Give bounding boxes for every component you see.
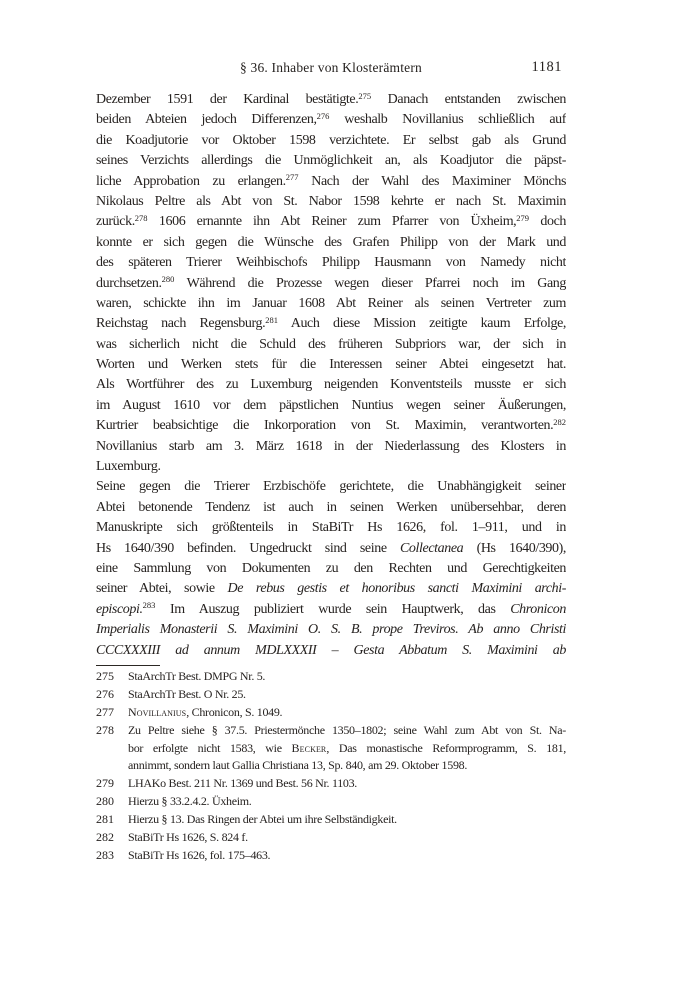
footnote-ref: 280 bbox=[161, 274, 175, 285]
footnote-number: 277 bbox=[96, 704, 114, 719]
text-run: beiden Abteien jedoch Differenzen, bbox=[96, 112, 317, 128]
footnote-continuation bbox=[96, 740, 566, 758]
text-line bbox=[96, 600, 566, 620]
text-run: was sicherlich nicht die Schuld des früheren Subpriors war, der sich in bbox=[96, 336, 566, 352]
text-run: bor erfolgte nicht 1583, wie bbox=[128, 740, 292, 755]
footnote-item bbox=[96, 847, 566, 865]
text-line bbox=[96, 437, 566, 457]
text-run: Hierzu § 13. Das Ringen der Abtei um ihre Selbständigkeit. bbox=[128, 812, 397, 827]
text-run: Hierzu § 33.2.4.2. Üxheim. bbox=[128, 794, 252, 809]
footnote-ref: 275 bbox=[358, 90, 372, 101]
text-line bbox=[96, 110, 566, 130]
text-run: die Koadjutorie vor Oktober 1598 verzichtete. Er selbst gab als Grund bbox=[96, 132, 566, 148]
text-run: konnte er sich gegen die Wünsche des Grafen Philipp von der Mark und bbox=[96, 234, 566, 250]
text-run: waren, schickte ihn im Januar 1608 Abt Reiner als seinen Vertreter zum bbox=[96, 295, 566, 311]
text-run: StaArchTr Best. DMPG Nr. 5. bbox=[128, 669, 266, 683]
text-run: annimmt, sondern laut Gallia Christiana 13, Sp. 840, am 29. Oktober 1598. bbox=[128, 758, 468, 773]
text-line bbox=[96, 498, 566, 518]
text-run: Seine gegen die Trierer Erzbischöfe gerichtete, die Unabhängigkeit seiner bbox=[96, 479, 566, 495]
text-line bbox=[96, 641, 566, 661]
footnote-ref: 283 bbox=[142, 600, 156, 611]
text-run: 1606 ernannte ihn Abt Reiner zum Pfarrer von Üxheim, bbox=[147, 214, 517, 230]
text-line bbox=[96, 559, 566, 579]
footnotes bbox=[96, 668, 566, 865]
text-run: weshalb Novillanius schließlich auf bbox=[329, 112, 566, 128]
footnote-ref: 277 bbox=[285, 172, 299, 183]
footnote-item bbox=[96, 829, 566, 847]
text-line bbox=[96, 294, 566, 314]
page-number: 1181 bbox=[531, 59, 562, 75]
text-run: seines Verzichts allerdings die Unmöglichkeit an, als Koadjutor die päpst- bbox=[96, 153, 566, 169]
text-run: durchsetzen. bbox=[96, 275, 162, 291]
text-run: , Das monastische Reformprogramm, S. 181, bbox=[326, 740, 566, 755]
footnote-item bbox=[96, 686, 566, 704]
text-run: Dezember 1591 der Kardinal bestätigte. bbox=[96, 92, 359, 107]
text-line bbox=[96, 233, 566, 253]
text-run: Reichstag nach Regensburg. bbox=[96, 316, 266, 332]
section-heading: § 36. Inhaber von Klosterämtern bbox=[239, 60, 423, 75]
text-run: Im Auszug publiziert wurde sein Hauptwerk, das bbox=[155, 601, 511, 617]
text-line bbox=[96, 457, 566, 477]
footnote-ref: 282 bbox=[553, 416, 566, 427]
text-run: Zu Peltre siehe § 37.5. Priestermönche 1350–1802; seine Wahl zum Abt von St. Na- bbox=[128, 722, 566, 737]
text-run: Hs 1640/390 befinden. Ungedruckt sind seine bbox=[96, 540, 400, 556]
footnote-item bbox=[96, 722, 566, 740]
text-run: des späteren Trierer Weihbischofs Philipp Hausmann von Namedy nicht bbox=[96, 255, 566, 271]
text-run: De rebus gestis et honoribus sancti Maximini archi- bbox=[227, 581, 566, 597]
text-run: eine Sammlung von Dokumenten zu den Rechten und Gerechtigkeiten bbox=[96, 560, 566, 576]
text-run: im August 1610 vor dem päpstlichen Nuntius wegen seiner Äußerungen, bbox=[96, 397, 566, 413]
footnote-continuation bbox=[96, 757, 566, 775]
text-run: StaArchTr Best. O Nr. 25. bbox=[128, 686, 246, 701]
text-run: CCCXXXIII ad annum MDLXXXII – Gesta Abbatum S. Maximini ab bbox=[96, 642, 566, 658]
text-line bbox=[96, 151, 566, 171]
text-run: LHAKo Best. 211 Nr. 1369 und Best. 56 Nr. 1103. bbox=[128, 776, 358, 791]
footnote-ref: 276 bbox=[316, 110, 330, 121]
text-line bbox=[96, 212, 566, 232]
text-run: Chronicon bbox=[510, 601, 566, 617]
footnote-number: 283 bbox=[96, 847, 114, 862]
text-run: liche Approbation zu erlangen. bbox=[96, 173, 286, 189]
text-line bbox=[96, 518, 566, 538]
text-line bbox=[96, 192, 566, 212]
footnote-ref: 281 bbox=[265, 314, 278, 325]
footnote-ref: 279 bbox=[516, 212, 530, 223]
text-line bbox=[96, 620, 566, 640]
text-line bbox=[96, 335, 566, 355]
text-run: seiner Abtei, sowie bbox=[96, 581, 228, 597]
text-run: zurück. bbox=[96, 214, 135, 230]
text-run: Becker bbox=[291, 740, 327, 755]
footnote-ref: 278 bbox=[134, 212, 148, 223]
text-line bbox=[96, 579, 566, 599]
text-run: Manuskripte sich größtenteils in StaBiTr Hs 1626, fol. 1–911, und in bbox=[96, 520, 566, 536]
footnote-item bbox=[96, 704, 566, 722]
text-run: (Hs 1640/390), bbox=[463, 540, 566, 556]
text-run: Während die Prozesse wegen dieser Pfarrei noch im Gang bbox=[174, 275, 566, 291]
text-line bbox=[96, 396, 566, 416]
text-run: Novillanius bbox=[128, 704, 187, 719]
text-line bbox=[96, 314, 566, 334]
footnote-number: 280 bbox=[96, 794, 114, 809]
footnote-item bbox=[96, 775, 566, 793]
text-line bbox=[96, 355, 566, 375]
text-line bbox=[96, 172, 566, 192]
footnote-number: 279 bbox=[96, 776, 114, 791]
footnote-item bbox=[96, 793, 566, 811]
footnote-number: 276 bbox=[96, 686, 114, 701]
text-run: Auch diese Mission zeitigte kaum Erfolge, bbox=[277, 316, 566, 332]
text-line bbox=[96, 274, 566, 294]
footnote-item bbox=[96, 668, 566, 686]
footnote-number: 281 bbox=[96, 812, 114, 827]
text-line bbox=[96, 539, 566, 559]
footnote-number: 282 bbox=[96, 830, 114, 845]
text-run: Collectanea bbox=[399, 540, 464, 556]
text-line bbox=[96, 90, 566, 110]
text-run: Worten und Werken stets für die Interessen seiner Abtei eingesetzt hat. bbox=[96, 357, 566, 373]
text-run: Luxemburg. bbox=[96, 459, 161, 475]
text-line bbox=[96, 416, 566, 436]
text-line bbox=[96, 477, 566, 497]
text-run: StaBiTr Hs 1626, fol. 175–463. bbox=[128, 847, 271, 862]
text-line bbox=[96, 375, 566, 395]
text-run: Nach der Wahl des Maximiner Mönchs bbox=[298, 173, 566, 189]
running-head bbox=[96, 60, 566, 80]
footnote-item bbox=[96, 811, 566, 829]
text-run: doch bbox=[529, 214, 566, 230]
text-run: Nikolaus Peltre als Abt von St. Nabor 1598 kehrte er nach St. Maximin bbox=[96, 193, 566, 209]
footnote-number: 275 bbox=[96, 669, 114, 683]
body-text bbox=[96, 90, 566, 661]
text-run: , Chronicon, S. 1049. bbox=[186, 704, 283, 719]
text-line bbox=[96, 253, 566, 273]
footnote-separator bbox=[96, 665, 160, 666]
text-run: episcopi. bbox=[96, 601, 143, 617]
text-run: Danach entstanden zwischen bbox=[371, 92, 566, 107]
text-run: Kurtrier beabsichtige die Inkorporation von St. Maximin, verantworten. bbox=[96, 418, 554, 434]
text-run: Abtei betonende Tendenz ist auch in seinen Werken unübersehbar, deren bbox=[96, 499, 566, 515]
text-line bbox=[96, 131, 566, 151]
text-run: Imperialis Monasterii S. Maximini O. S. B. prope Treviros. Ab anno Christi bbox=[96, 622, 566, 638]
text-run: StaBiTr Hs 1626, S. 824 f. bbox=[128, 830, 248, 845]
text-run: Novillanius starb am 3. März 1618 in der Niederlassung des Klosters in bbox=[96, 438, 566, 454]
text-run: Als Wortführer des zu Luxemburg neigenden Konventsteils musste er sich bbox=[96, 377, 566, 393]
footnote-number: 278 bbox=[96, 722, 114, 737]
